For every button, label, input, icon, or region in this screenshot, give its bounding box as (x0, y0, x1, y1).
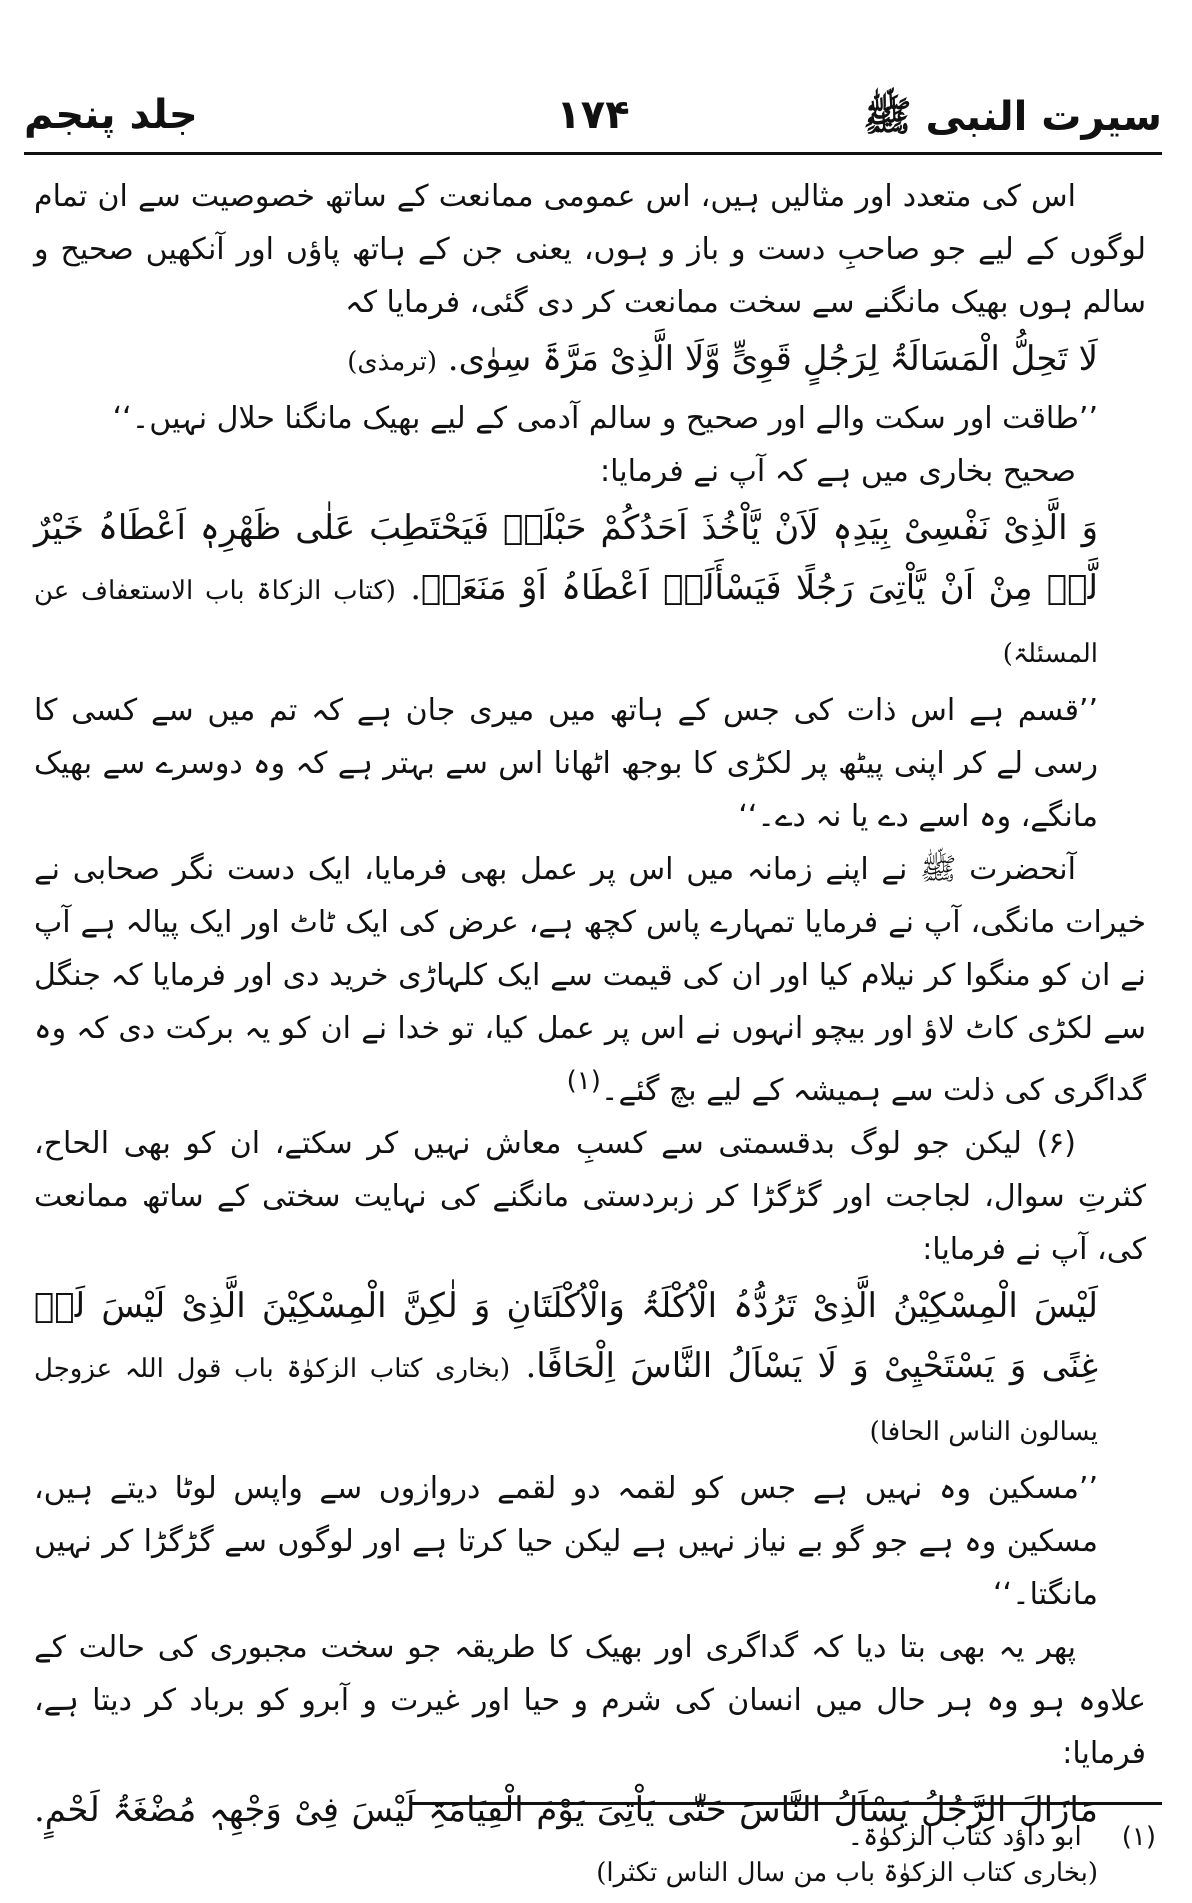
paragraph-5: پھر یہ بھی بتا دیا کہ گداگری اور بھیک کا طریقہ جو سخت مجبوری کی حالت کے علاوہ ہو وہ ہر حال میں انسان کی شرم و حیا اور غیرت و آبرو کو برباد کر دیتا ہے، فرمایا: (34, 1630, 1146, 1771)
footnote-marker: (۱) (566, 1066, 601, 1096)
paragraph-2: صحیح بخاری میں ہے کہ آپ نے فرمایا: (599, 454, 1076, 489)
arabic-hadith-3-text: لَیْسَ الْمِسْکِیْنُ الَّذِیْ تَرُدُّہُ الْاُکْلَۃُ وَالْاُکْلَتَانِ وَ لٰکِنَّ الْمِسْکِیْنَ الَّذِیْ لَیْسَ لَہٗ غِنًی وَ یَسْتَحْیِیْ وَ لَا یَسْاَلُ النَّاسَ اِلْحَافًا. (34, 1286, 1098, 1386)
footnote-number: (۱) (1121, 1822, 1156, 1852)
footnote (848, 1822, 1156, 1852)
arabic-hadith-3 (34, 1276, 1098, 1462)
volume-label: جلد پنجم (24, 92, 198, 138)
arabic-hadith-2 (34, 498, 1098, 684)
translation-2: ’’قسم ہے اس ذات کی جس کے ہاتھ میں میری جان ہے کہ تم میں سے کسی کا رسی لے کر اپنی پیٹھ پر لکڑی کا بوجھ اٹھانا اس سے بہتر ہے کہ وہ دوسرے سے بھیک مانگے، وہ اسے دے یا نہ دے۔‘‘ (34, 693, 1098, 834)
hadith-3-reference: (بخاری کتاب الزکوٰۃ باب قول اللہ عزوجل یسالون الناس الحافا) (34, 1354, 1098, 1447)
hadith-1-reference: (ترمذی) (347, 347, 437, 377)
page-number: ۱۷۴ (556, 92, 630, 138)
paragraph-1: اس کی متعدد اور مثالیں ہیں، اس عمومی ممانعت کے ساتھ خصوصیت سے ان تمام لوگوں کے لیے جو صاحبِ دست و باز و ہوں، یعنی جن کے ہاتھ پاؤں اور آنکھیں صحیح و سالم ہوں بھیک مانگنے سے سخت ممانعت کر دی گئی، فرمایا کہ (34, 179, 1146, 320)
arabic-hadith-2-text: وَ الَّذِیْ نَفْسِیْ بِیَدِہٖ لَاَنْ یَّاْخُذَ اَحَدُکُمْ حَبْلَہٗ فَیَحْتَطِبَ عَلٰی ظَھْرِہٖ اَعْطَاہُ خَیْرٌ لَّہٗ مِنْ اَنْ یَّاْتِیَ رَجُلًا فَیَسْأَلَہٗ اَعْطَاہُ اَوْ مَنَعَہٗ. (34, 508, 1099, 608)
page-body (34, 170, 1146, 1900)
hadith-4-reference: (بخاری کتاب الزکوٰۃ باب من سال الناس تکثرا) (596, 1858, 1098, 1888)
running-title: سیرت النبی ﷺ (863, 94, 1162, 140)
page-header (24, 92, 1162, 148)
footnote-text: ابو داؤد کتاب الزکوٰۃ۔ (847, 1822, 1082, 1852)
translation-3: ’’مسکین وہ نہیں ہے جس کو لقمہ دو لقمے دروازوں سے واپس لوٹا دیتے ہیں، مسکین وہ ہے جو گو بے نیاز نہیں ہے لیکن حیا کرتا ہے اور لوگوں سے گڑگڑا کر نہیں مانگتا۔‘‘ (34, 1471, 1098, 1612)
paragraph-4: (۶) لیکن جو لوگ بدقسمتی سے کسبِ معاش نہیں کر سکتے، ان کو بھی الحاح، کثرتِ سوال، لجاجت اور گڑگڑا کر زبردستی مانگنے کی نہایت سختی کے ساتھ ممانعت کی، آپ نے فرمایا: (34, 1126, 1146, 1267)
footnote-rule (410, 1802, 1162, 1805)
translation-1: ’’طاقت اور سکت والے اور صحیح و سالم آدمی کے لیے بھیک مانگنا حلال نہیں۔‘‘ (112, 401, 1098, 436)
hadith-2-reference: (کتاب الزکاۃ باب الاستعفاف عن المسئلۃ) (34, 576, 1098, 669)
header-rule (24, 152, 1162, 155)
paragraph-3-text: آنحضرت ﷺ نے اپنے زمانہ میں اس پر عمل بھی فرمایا، ایک دست نگر صحابی نے خیرات مانگی، آپ نے فرمایا تمہارے پاس کچھ ہے، عرض کی ایک ٹاٹ اور ایک پیالہ ہے آپ نے ان کو منگوا کر نیلام کیا اور ان کی قیمت سے ایک کلہاڑی خرید دی اور فرمایا کہ جنگل سے لکڑی کاٹ لاؤ اور بیچو انہوں نے اس پر عمل کیا، تو خدا نے ان کو یہ برکت دی کہ وہ گداگری کی ذلت سے ہمیشہ کے لیے بچ گئے۔ (34, 852, 1146, 1108)
arabic-hadith-4-text: مَازَالَ الرَّجُلُ یَسْاَلُ النَّاسَ حَتّٰی یَاْتِیَ یَوْمَ الْقِیَامَۃِ لَیْسَ فِیْ وَجْھِہٖ مُضْغَۃُ لَحْمٍ. (34, 1790, 1098, 1830)
paragraph-3 (34, 843, 1146, 1117)
arabic-hadith-1-text: لَا تَحِلُّ الْمَسَالَۃُ لِرَجُلٍ قَوِیٍّ وَّلَا الَّذِیْ مَرَّۃَ سِوٰی. (447, 339, 1098, 379)
arabic-hadith-1 (34, 329, 1098, 392)
